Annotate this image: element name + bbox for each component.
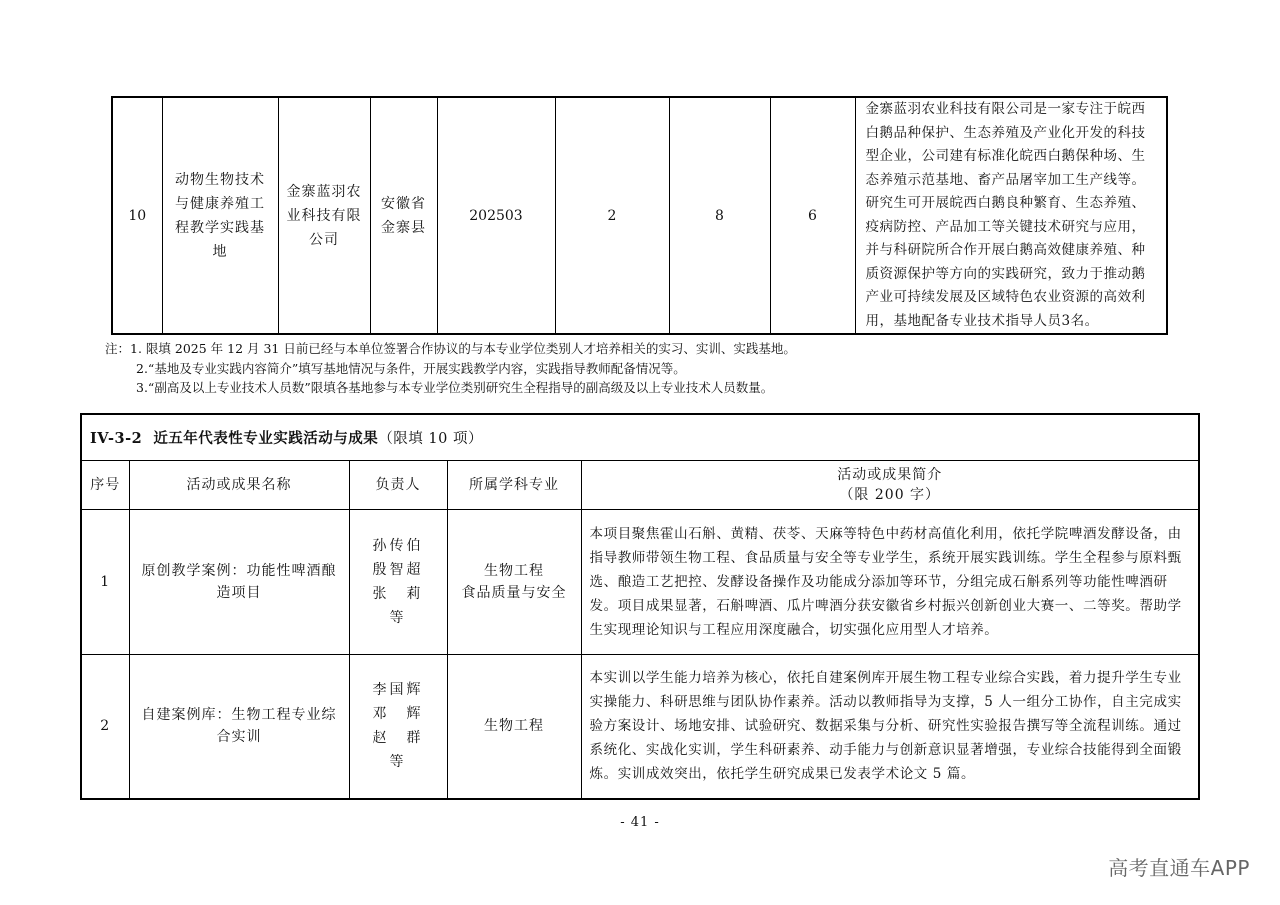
section-heading-row xyxy=(81,414,1199,461)
base-name: 动物生物技术与健康养殖工程教学实践基地 xyxy=(162,97,278,334)
base-count-1: 2 xyxy=(555,97,669,334)
header-row xyxy=(81,461,1199,510)
row-leaders xyxy=(349,510,447,655)
major-name: 生物工程 xyxy=(484,718,544,735)
header-major: 所属学科专业 xyxy=(447,461,581,510)
base-count-3: 6 xyxy=(770,97,855,334)
note-line-1: 注：1. 限填 2025 年 12 月 31 日前已经与本单位签署合作协议的与本专业学位类别人才培养相关的实习、实训、实践基地。 xyxy=(105,341,796,356)
leader-name: 等 xyxy=(389,610,407,626)
note-line-2: 2.“基地及专业实践内容简介”填写基地情况与条件，开展实践教学内容，实践指导教师配备情况等。 xyxy=(136,360,686,376)
row-leaders xyxy=(349,655,447,799)
header-intro xyxy=(581,461,1199,510)
leader-name: 赵 群 xyxy=(372,730,424,747)
header-index: 序号 xyxy=(81,461,129,510)
page-number: - 41 - xyxy=(620,815,660,830)
practice-base-table xyxy=(111,96,1168,335)
header-name: 活动或成果名称 xyxy=(129,461,349,510)
major-name: 生物工程 xyxy=(484,563,544,579)
watermark-text: 高考直通车APP xyxy=(1108,856,1250,880)
base-date: 202503 xyxy=(437,97,555,334)
leader-name: 邓 辉 xyxy=(372,706,424,723)
row-index: 2 xyxy=(81,655,129,799)
base-index: 10 xyxy=(112,97,162,334)
major-name: 食品质量与安全 xyxy=(461,585,567,601)
row-majors xyxy=(447,510,581,655)
leader-name: 等 xyxy=(389,754,407,771)
header-intro-limit: （限 200 字） xyxy=(839,487,941,503)
note-line-3: 3.“副高及以上专业技术人员数”限填各基地参与本专业学位类别研究生全程指导的副高级及以上专业技术人员数量。 xyxy=(136,380,774,395)
base-description: 金寨蓝羽农业科技有限公司是一家专注于皖西白鹅品种保护、生态养殖及产业化开发的科技型企业，公司建有标准化皖西白鹅保种场、生态养殖示范基地、畜产品屠宰加工生产线等。研究生可开展皖西白鹅良种繁育、生态养殖、疫病防控、产品加工等关键技术研究与应用，并与科研院所合作开展白鹅高效健康养殖、种质资源保护等方向的实践研究，致力于推动鹅产业可持续发展及区域特色农业资源的高效利用，基地配备专业技术指导人员3名。 xyxy=(855,97,1167,334)
header-intro-label: 活动或成果简介 xyxy=(837,467,943,483)
base-location: 安徽省金寨县 xyxy=(370,97,437,334)
row-index: 1 xyxy=(81,510,129,655)
row-intro: 本项目聚焦霍山石斛、黄精、茯苓、天麻等特色中药材高值化利用，依托学院啤酒发酵设备，由指导教师带领生物工程、食品质量与安全等专业学生，系统开展实践训练。学生全程参与原料甄选、酿造工艺把控、发酵设备操作及功能成分添加等环节，分组完成石斛系列等功能性啤酒研发。项目成果显著，石斛啤酒、瓜片啤酒分获安徽省乡村振兴创新创业大赛一、二等奖。帮助学生实现理论知识与工程应用深度融合，切实强化应用型人才培养。 xyxy=(581,510,1199,655)
row-name: 自建案例库：生物工程专业综合实训 xyxy=(129,655,349,799)
row-name: 原创教学案例：功能性啤酒酿造项目 xyxy=(129,510,349,655)
base-count-2: 8 xyxy=(669,97,770,334)
table-notes xyxy=(105,339,796,398)
leader-name: 殷智超 xyxy=(372,562,424,578)
table-row xyxy=(81,510,1199,655)
section-heading xyxy=(81,414,1199,461)
leader-name: 孙传伯 xyxy=(372,538,424,554)
base-partner: 金寨蓝羽农业科技有限公司 xyxy=(278,97,370,334)
row-intro: 本实训以学生能力培养为核心，依托自建案例库开展生物工程专业综合实践，着力提升学生专业实操能力、科研思维与团队协作素养。活动以教师指导为支撑，5 人一组分工协作，自主完成实验方案设计、场地安排、试验研究、数据采集与分析、研究性实验报告撰写等全流程训练。通过系统化、实战化实训，学生科研素养、动手能力与创新意识显著增强，专业综合技能得到全面锻炼。实训成效突出，依托学生研究成果已发表学术论文 5 篇。 xyxy=(581,655,1199,799)
practice-activity-table xyxy=(80,413,1200,800)
table-row xyxy=(81,655,1199,799)
header-leader: 负责人 xyxy=(349,461,447,510)
section-title: 近五年代表性专业实践活动与成果 xyxy=(153,430,379,447)
leader-name: 张 莉 xyxy=(372,586,424,602)
table-row xyxy=(112,97,1167,334)
row-majors xyxy=(447,655,581,799)
section-limit: （限填 10 项） xyxy=(378,431,483,447)
leader-name: 李国辉 xyxy=(372,682,424,699)
section-code: IV-3-2 xyxy=(90,430,143,447)
